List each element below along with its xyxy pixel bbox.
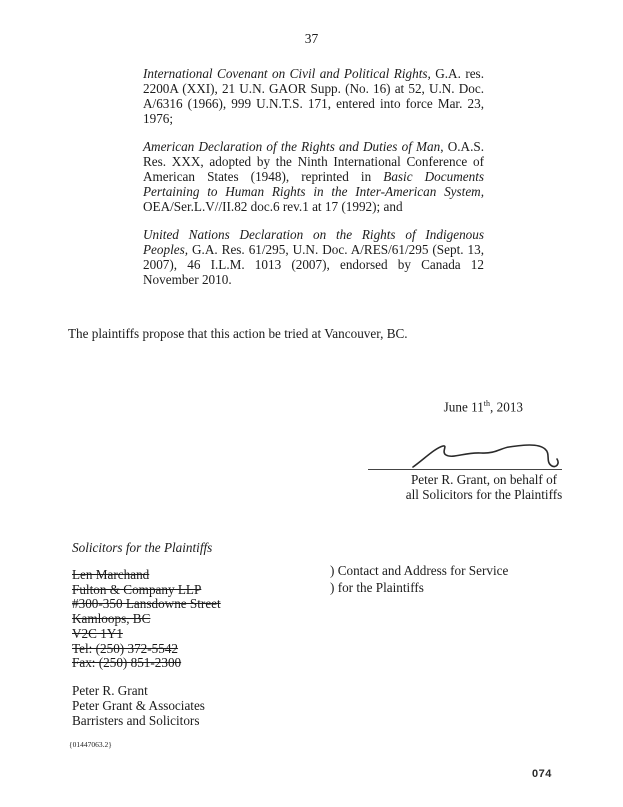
firm-name: Peter Grant & Associates (72, 698, 205, 713)
struck-address-block (72, 568, 221, 671)
bates-stamp: 074 (532, 768, 552, 780)
struck-line: Kamloops, BC (72, 611, 151, 627)
service-note-line: ) Contact and Address for Service (330, 563, 509, 578)
struck-line: Len Marchand (72, 567, 150, 582)
struck-line: Tel: (250) 372-5542 (72, 640, 179, 656)
citation-case-name: United Nations Declaration on the Rights of Indigenous Peoples, (143, 227, 484, 257)
citation-case-name: International Covenant on Civil and Political Rights, (143, 66, 431, 81)
citation-reference: G.A. res. 2200A (XXI), 21 U.N. GAOR Supp. (No. 16) at 52, U.N. Doc. A/6316 (1966), 999 U.N.T.S. 171, entered into force Mar. 23, 1976; (143, 66, 484, 126)
citation-reference: G.A. Res. 61/295, U.N. Doc. A/RES/61/295 (Sept. 13, 2007), 46 I.L.M. 1013 (2007), endorsed by Canada 12 November 2010. (143, 242, 484, 287)
service-note (330, 562, 508, 596)
struck-line: Fulton & Company LLP (72, 581, 202, 597)
citation-case-name: American Declaration of the Rights and Duties of Man (143, 139, 441, 154)
citation-paragraph (143, 66, 484, 126)
solicitors-heading: Solicitors for the Plaintiffs (72, 540, 213, 555)
signature-line (368, 469, 562, 470)
page-number: 37 (304, 31, 319, 46)
date-prefix: June 11 (443, 399, 484, 415)
struck-line: V2C 1Y1 (72, 625, 123, 641)
file-reference: {01447063.2} (69, 740, 112, 749)
signatory-name: Peter R. Grant, on behalf of (410, 472, 558, 487)
citation-source-title: Basic Documents Pertaining to Human Rights in the Inter-American System, (143, 169, 484, 199)
document-date (444, 399, 523, 415)
citation-reference: , O.A.S. Res. XXX, adopted by the Ninth International Conference of American States (1948), reprinted in (143, 139, 484, 184)
citation-reference: OEA/Ser.L.V//II.82 doc.6 rev.1 at 17 (1992); and (143, 199, 403, 214)
firm-contact-name: Peter R. Grant (72, 683, 148, 698)
citation-paragraph (143, 227, 484, 287)
struck-line: #300-350 Lansdowne Street (72, 596, 221, 612)
firm-descriptor: Barristers and Solicitors (72, 713, 200, 728)
struck-line: Fax: (250) 851-2300 (72, 655, 182, 671)
trial-location-statement: The plaintiffs propose that this action be tried at Vancouver, BC. (68, 326, 408, 341)
citation-paragraph (143, 139, 484, 214)
date-suffix: , 2013 (490, 399, 523, 415)
firm-block (72, 683, 205, 728)
date-ordinal: th (483, 399, 491, 408)
service-note-line: ) for the Plaintiffs (330, 580, 424, 595)
citation-list (143, 66, 484, 300)
signature-caption (384, 472, 584, 502)
signatory-role: all Solicitors for the Plaintiffs (405, 487, 563, 502)
